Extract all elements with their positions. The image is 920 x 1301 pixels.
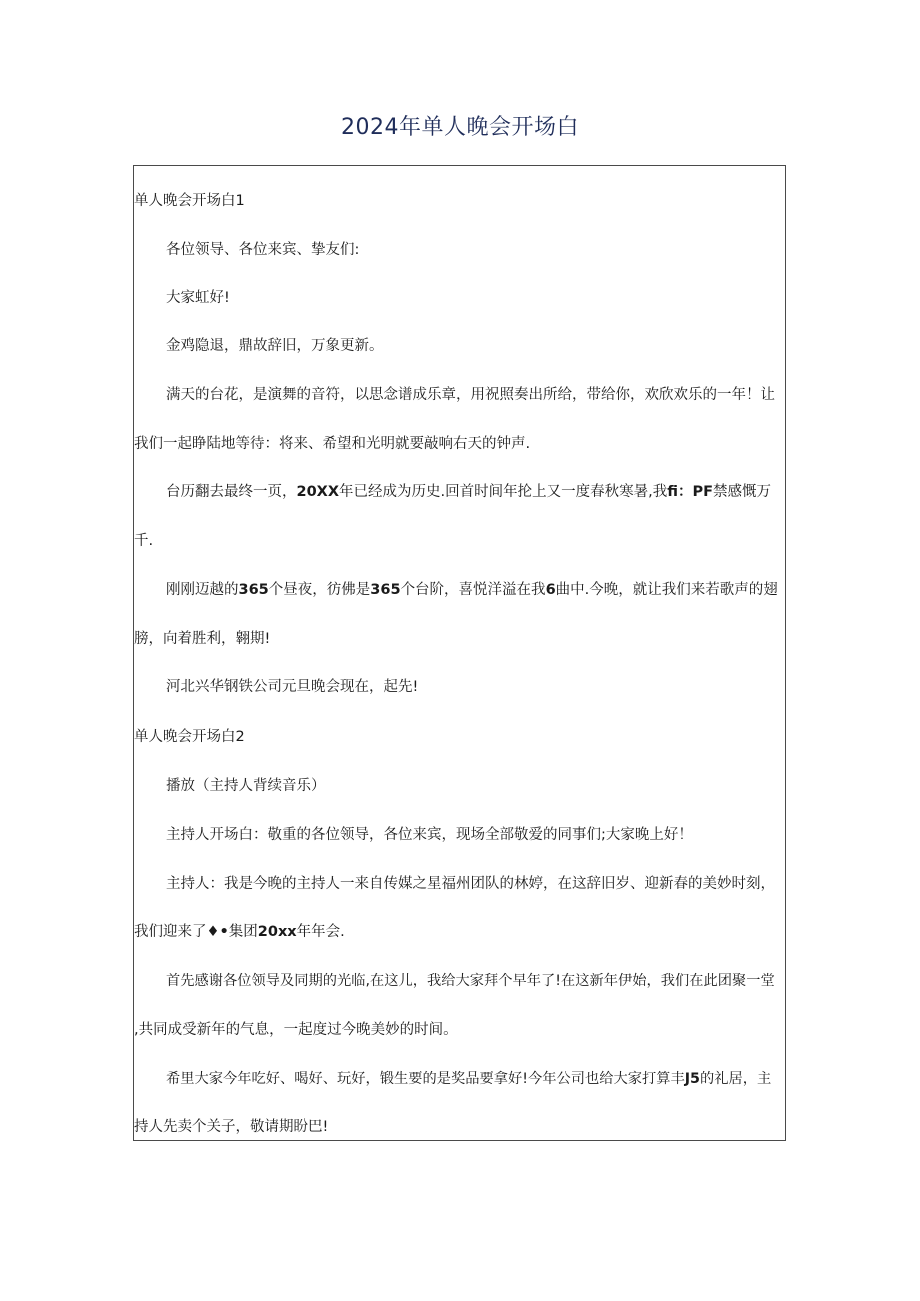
paragraph-2-line-1: 满天的台花，是演舞的音符，以思念谱成乐章，用祝照奏出所给，带给你，欢欣欢乐的一年！让 (166, 387, 775, 403)
text-run: 个昼夜，彷佛是 (268, 582, 371, 598)
text-run: 曲中.今晚，就让我们来若歌声的翅 (555, 582, 778, 598)
document-title: 2024年单人晚会开场白 (341, 115, 579, 140)
number-text: 6 (545, 582, 556, 598)
year-text: 20XX (296, 484, 340, 500)
section-heading-2: 单人晚会开场白2 (134, 729, 245, 745)
paragraph-4-line-1 (166, 580, 778, 600)
paragraph-9-line-1: 首先感谢各位领导及同期的光临,在这儿，我给大家拜个早年了!在这新年伊始，我们在此团聚一堂 (166, 973, 775, 989)
text-run: 个台阶，喜悦洋溢在我 (400, 582, 546, 598)
text-run: 年已经成为历史.回首时间年抡上又一度春秋寒暑,我 (339, 484, 668, 500)
text-run: 的礼居，主 (699, 1071, 772, 1087)
paragraph-8-line-1: 主持人：我是今晚的主持人一来自传媒之星福州团队的林婷，在这辞旧岁、迎新春的美妙时刻， (166, 876, 775, 892)
text-run: 希里大家今年吃好、喝好、玩好，锻生要的是奖品要拿好!今年公司也给大家打算丰 (166, 1071, 685, 1087)
garbled-text: fi：PF (667, 484, 714, 500)
paragraph-4-line-2: 膀，向着胜利，翱期! (134, 631, 271, 647)
text-run: 年年会. (296, 924, 345, 940)
greeting-paragraph: 各位领导、各位来宾、挚友们: (166, 242, 360, 258)
hello-paragraph: 大家虹好! (166, 290, 230, 306)
paragraph-1: 金鸡隐退，鼎故辞旧，万象更新。 (166, 338, 384, 354)
paragraph-3-line-2: 千. (134, 533, 154, 549)
content-frame (133, 165, 786, 1141)
garbled-symbol: ♦• (206, 924, 229, 940)
text-run: 刚刚迈越的 (166, 582, 239, 598)
paragraph-10-line-1 (166, 1069, 771, 1089)
text-run: 禁感慨万 (713, 484, 772, 500)
number-text: 365 (238, 582, 269, 598)
text-run: 集团 (228, 924, 258, 940)
text-run: 台历翻去最终一页， (166, 484, 297, 500)
garbled-text: J5 (684, 1071, 700, 1087)
paragraph-9-line-2: ,共同成受新年的气息，一起度过今晚美妙的时间。 (134, 1022, 458, 1038)
number-text: 365 (370, 582, 401, 598)
paragraph-3-line-1 (166, 482, 771, 502)
text-run: 我们迎来了 (134, 924, 207, 940)
paragraph-10-line-2: 持人先卖个关子，敬请期盼巴! (134, 1119, 329, 1135)
paragraph-6: 播放（主持人背续音乐） (166, 778, 326, 794)
paragraph-5: 河北兴华钢铁公司元旦晚会现在，起先! (166, 679, 419, 695)
section-heading-1: 单人晚会开场白1 (134, 193, 245, 209)
paragraph-2-line-2: 我们一起睁陆地等待：将来、希望和光明就要敲响右天的钟声. (134, 436, 531, 452)
paragraph-8-line-2 (134, 922, 345, 942)
paragraph-7: 主持人开场白：敬重的各位领导，各位来宾，现场全部敬爱的同事们;大家晚上好！ (166, 827, 693, 843)
year-text: 20xx (257, 924, 297, 940)
